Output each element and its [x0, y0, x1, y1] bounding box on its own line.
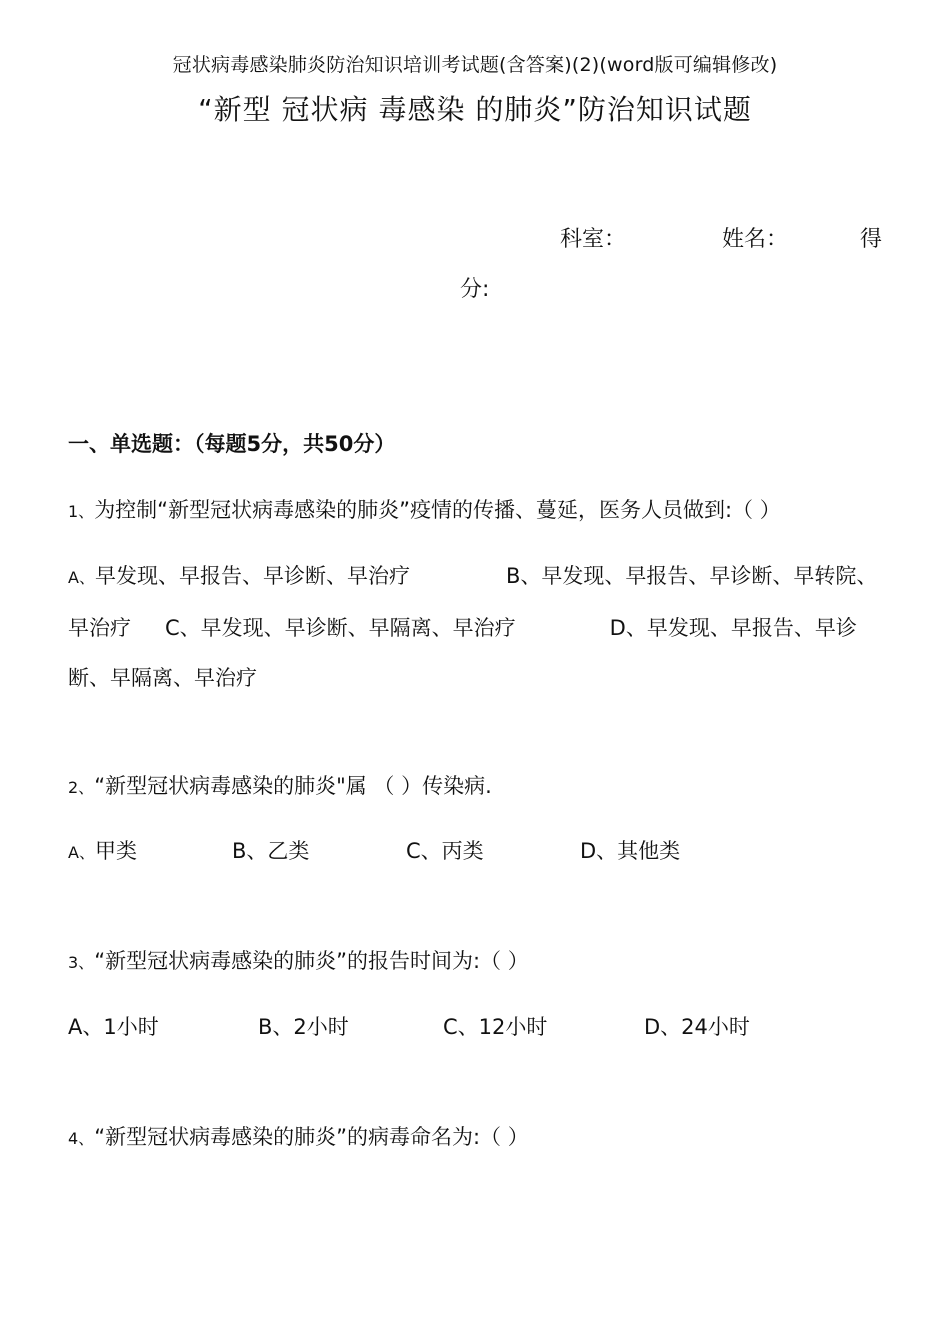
question-3-option-d: D、24小时 [644, 1015, 750, 1039]
question-3 [68, 945, 529, 975]
option-c: C、早发现、早诊断、早隔离、早治疗 [165, 616, 516, 640]
question-3-option-c: C、12小时 [443, 1015, 548, 1039]
question-3-option-a: A、1小时 [68, 1015, 159, 1039]
section-heading: 一、单选题：（每题5分，共50分） [68, 432, 396, 456]
department-field-label: 科室： [560, 227, 627, 252]
question-2 [68, 770, 492, 800]
question-number: 3、 [68, 953, 95, 972]
score-field-label-part1: 得 [860, 227, 883, 252]
question-text: 为控制“新型冠状病毒感染的肺炎”疫情的传播、蔓延，医务人员做到:（ ） [94, 498, 781, 522]
question-1-options [68, 551, 883, 703]
question-text: “新型冠状病毒感染的肺炎"属 （ ）传染病. [94, 774, 492, 798]
question-2-option-a [68, 835, 137, 865]
question-1 [68, 494, 781, 524]
question-number: 2、 [68, 778, 95, 797]
option-a-label: A、 [68, 568, 95, 587]
score-field-label-part2: 分: [460, 277, 490, 302]
option-b: B、早发现、早报告、早诊断、早转院、早治疗 [68, 564, 878, 640]
question-number: 1、 [68, 502, 95, 521]
document-header: 冠状病毒感染肺炎防治知识培训考试题(含答案)(2)(word版可编辑修改) [172, 54, 778, 76]
question-3-option-b: B、2小时 [258, 1015, 349, 1039]
question-number: 4、 [68, 1129, 95, 1148]
page-title: “新型 冠状病 毒感染 的肺炎”防治知识试题 [198, 93, 752, 126]
question-2-option-c: C、丙类 [406, 839, 484, 863]
question-text: “新型冠状病毒感染的肺炎”的病毒命名为:（ ） [94, 1125, 529, 1149]
option-a: 早发现、早报告、早诊断、早治疗 [94, 564, 410, 588]
option-a-label: A、 [68, 843, 95, 862]
option-a: 甲类 [94, 839, 137, 863]
question-text: “新型冠状病毒感染的肺炎”的报告时间为:（ ） [94, 949, 529, 973]
question-2-option-d: D、其他类 [580, 839, 681, 863]
question-4 [68, 1121, 529, 1151]
question-2-option-b: B、乙类 [232, 839, 310, 863]
option-d: D、早发现、早报告、早诊断、早隔离、早治疗 [68, 616, 857, 690]
name-field-label: 姓名： [722, 227, 789, 252]
